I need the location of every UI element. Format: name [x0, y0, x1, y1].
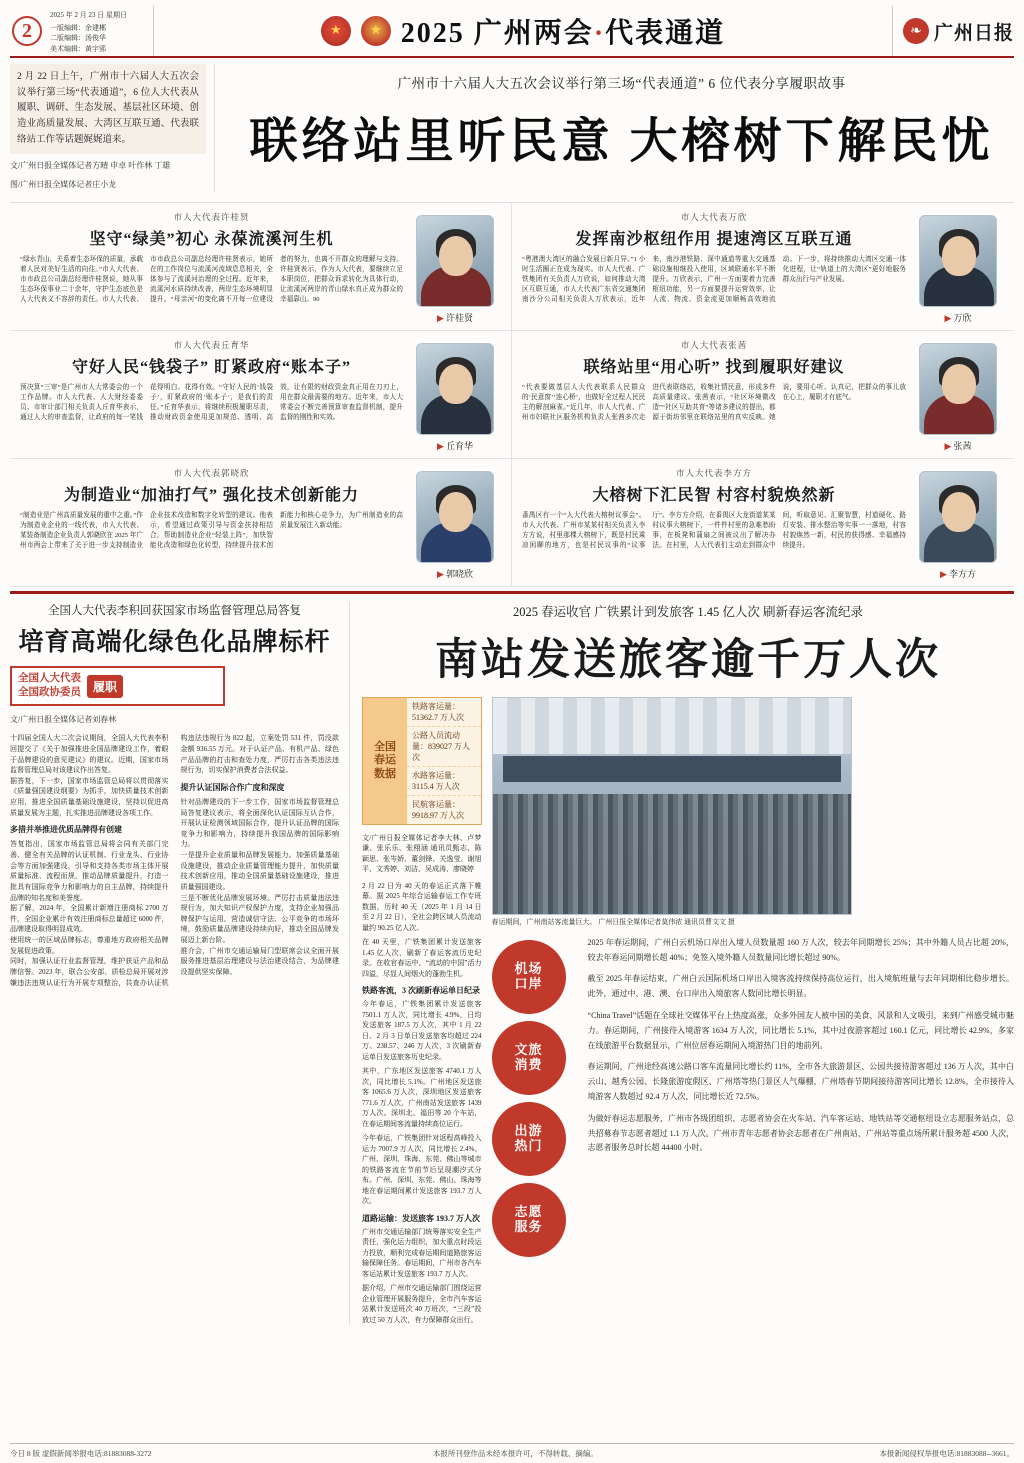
br-p6: 广州市交通运输部门统筹落实安全生产责任，强化运力组织，加大重点时段运力投放，顺利完成春运期间道路旅客运输保障任务。春运期间，广州市各汽车客运站累计发送旅客 193.7 万人次。: [362, 1227, 482, 1278]
rep-text: [522, 211, 912, 324]
stats-row: 民航客运量：9918.97 万人次: [412, 799, 464, 820]
masthead-date: 2025 年 2 月 23 日 星期日: [50, 11, 127, 19]
rep-block: [512, 331, 1014, 459]
bl-p8: 一是提升企业质量和品牌发展能力。加强质量基础设施建设，推动企业质量管理能力提升，加快质量技术创新应用，推动全国质量基础设施建设，推进质量强国建设。: [180, 851, 339, 891]
paper-logo-text: 广州日报: [933, 22, 1014, 44]
footer-left: 今日 8 版 虚假新闻举报电话:81883088-3272: [10, 1449, 152, 1458]
br-bottom-text: [588, 936, 1014, 1257]
rep-portrait: [919, 215, 997, 307]
bl-body: [10, 733, 339, 988]
pointer-icon: ▶: [944, 440, 952, 451]
rep-body: 预决算“三审”是广州市人大常委会的一个工作品牌。市人大代表、人大财经委委员、市审计部门相关负责人丘育华表示，通过人大的审查监督，让政府的每一笔钱花得明白、花得有效。“守好人民的‘钱袋子’，盯紧政府的‘账本子’，是我们的责任。”丘育华表示，将继续积极履职尽责，推动财政资金使用更加规范、透明、高效，让有限的财政资金真正用在刀刃上，用在群众最需要的地方。近年来，市人大常委会不断完善预算审查监督机制，提升监督的刚性和实效。: [20, 383, 403, 421]
badge-line-2: 全国政协委员: [18, 687, 81, 699]
rep-portrait: [919, 471, 997, 563]
national-emblem-icon: [321, 16, 351, 46]
br-p5: 今年春运，广铁集团针对返程高峰投入运力 7007.9 万人次，同比增长 2.4%。广州、深圳、珠海、东莞、佛山等城市的铁路客流在节前节后呈现潮汐式分布。广州、深圳、东莞、佛山、珠海等地在春运期间累计发送旅客 193.7 万人次。: [362, 1134, 482, 1206]
stats-row: 铁路客运量：51362.7 万人次: [407, 698, 481, 727]
top-section: [10, 64, 1014, 192]
rep-text: [20, 339, 409, 452]
rep-role: 市人大代表郭晓欣: [173, 467, 250, 478]
br-p4: 其中，广东地区发送旅客 4740.1 万人次，同比增长 5.1%。广州地区发送旅客 1065.6 万人次，深圳地区发送旅客 771.6 万人次，广州南站发送旅客 1439 万人次。深圳北、福田等 20 个车站，在春运期间客流量持续高位运行。: [362, 1067, 482, 1128]
br-p7: 据介绍，广州市交通运输部门围绕运营企业管理开展服务提升，全市汽车客运站累计发送班次 40 万班次，“三段”投放过 50 万人次，有力保障群众出行。: [362, 1284, 482, 1324]
rep-photo-wrap: [912, 339, 1004, 452]
rep-block: [512, 459, 1014, 587]
bl-p7: 针对品牌建设的下一步工作，国家市场监督管理总局答复建议表示，将全面深化认证国际互认合作，开展认证检测领域国际合作，提升认证品牌的国际竞争力和影响力，持续提升我国品牌的国际影响力。: [180, 797, 339, 849]
rep-block: [512, 203, 1014, 331]
pointer-icon: ▶: [940, 568, 947, 579]
br-right-p4: 春运期间，广州途经高速公路口客车流量同比增长约 11%，全市各大旅游景区、公园共接待游客超过 136 万人次，其中白云山、越秀公园、长隆旅游度假区、广州塔等热门景区人气爆棚，广州塔春节期间接待游客同比增长 12.8%，全市接待入境游客人数超过 92.4 万人次，同比增长近 72.5%。: [587, 1062, 1014, 1101]
bl-p6: 同时，加强认证行业监督管理，维护获证产品和品牌信誉。2023 年，联合公安部、质检总局开展对涉嫌违法违规认证行为开展专项整治，共查办认证机构违法违规行为 822 起，立案处罚 531 件，罚没款金额 936.55 万元。对于认证产品、有机产品、绿色产品品牌的打击和查处力度，严厉打击各类违法违规行为，切实保护消费者合法权益。: [10, 734, 339, 987]
bottom-right-article: [350, 602, 1014, 1326]
rep-body: “代表要做基层人大代表联系人民群众的‘民意窗’‘连心桥’，也做好全过程人民民主的解剖麻雀。”近几年，市人大代表、广州市妇联社区服务机构负责人张茜多次走进代表联络站，收集社情民意，形成多件高质量建议。张茜表示，“社区环境微改造”“社区互助共育”等诸多建议的提出，都源于街坊邻里在联络站里的真实反映。她说，要用心听、认真记，把群众的事儿放在心上，履职才有底气。: [522, 383, 906, 421]
station-crowd-photo: [492, 697, 852, 915]
br-photo-column: [492, 697, 1014, 1326]
representative-grid: [10, 202, 1014, 587]
pointer-icon: ▶: [944, 312, 952, 323]
rep-role: 市人大代表张茜: [680, 339, 748, 350]
deputy-badge: [10, 666, 225, 706]
br-right-p1: 2025 年春运期间，广州白云机场口岸出入境人员数量超 160 万人次，较去年同期增长 25%；其中外籍人员占比超 20%，较去年春运同期增长超 40%；免签入境外籍人员数量同比增长超过 90%。: [587, 937, 1014, 962]
br-kicker: 2025 春运收官 广铁累计到发旅客 1.45 亿人次 刷新春运客流纪录: [512, 604, 863, 619]
br-headline: 南站发送旅客逾千万人次: [435, 636, 941, 684]
pointer-icon: ▶: [437, 312, 444, 323]
rep-name: ▶ 张茜: [944, 440, 972, 451]
rep-portrait: [416, 215, 494, 307]
stats-list: [407, 698, 481, 824]
rep-title: 发挥南沙枢纽作用 提速湾区互联互通: [575, 230, 853, 248]
rep-title: 联络站里“用心听” 找到履职好建议: [583, 358, 845, 376]
stats-row: 水路客运量：3115.4 万人次: [407, 767, 481, 796]
masthead-title-sep: ·: [593, 18, 606, 49]
page-footer: [10, 1443, 1014, 1459]
rep-body: “粤港澳大湾区的融合发展日新月异。”1 小时生活圈正在成为现实。市人大代表、广铁集团有关负责人万欣说，如何推动大湾区互联互通，市人大代表广东省交通集团南沙分公司相关负责人万欣表示，近年来，南沙港铁路、深中通道等重大交通基础设施相继投入使用，区域联通水平不断提升。万欣表示，广州一方面要着力完善枢纽功能，另一方面要提升运营效率，让人流、物流、资金流更加顺畅高效地流动。下一步，将持续推动大湾区交通一体化进程，让“轨道上的大湾区”更好地服务群众出行与产业发展。: [522, 255, 906, 303]
photo-caption: 春运期间，广州南站客流量巨大。 广州日报全媒体记者莫伟浓 通讯员曹文文 摄: [491, 917, 735, 926]
pointer-icon: ▶: [437, 568, 444, 579]
br-p3: 今年春运，广铁集团累计发送旅客 7501.1 万人次，同比增长 4.9%，日均发送旅客 187.5 万人次，其中 1 月 22 日、2 月 3 日单日发送旅客均超过 224 万、238.57、246 万人次，3 次刷新春运单日发送旅客历史纪录。: [362, 1000, 482, 1061]
rep-role: 市人大代表万欣: [680, 211, 748, 222]
br-credit: 文/广州日报全媒体记者李大林、卢梦谦、张乐乐、张栩涵 通讯员甄志、陈颖思、张岑娇、董剑锋、关逸莹、谢旭平、文秀婷、刘洁、吴成涛、廖晓婷: [362, 833, 482, 874]
rep-title: 为制造业“加油打气” 强化技术创新能力: [63, 486, 359, 504]
rep-photo-wrap: [409, 211, 501, 324]
masthead-editor-2: 二版编辑：汤俊华: [50, 34, 106, 42]
rep-photo-wrap: [409, 467, 501, 580]
rep-block: [10, 203, 512, 331]
br-middle-row: [362, 697, 1014, 1326]
rep-role: 市人大代表许桂贤: [173, 211, 250, 222]
masthead-editor-1: 一版编辑：余建郴: [50, 23, 106, 32]
rep-name: ▶ 万欣: [944, 312, 972, 323]
masthead-meta: [44, 6, 154, 56]
bl-sub-1: 多措并举推进优质品牌得有创建: [10, 825, 122, 835]
masthead-title-left: 2025 广州两会: [400, 18, 594, 49]
rep-text: [20, 467, 409, 580]
rep-title: 大榕树下汇民智 村容村貌焕然新: [592, 486, 836, 504]
paper-logo: [892, 6, 1014, 56]
masthead-editor-3: 美术编辑：黄宇郢: [50, 44, 106, 53]
br-right-p2: 截至 2025 年春运结束，广州白云国际机场口岸出入境客流持续保持高位运行，出入境航班量与去年同期相比稳步增长。此外，通过中、港、澳、台口岸出入境旅客人数同比增长明显。: [587, 974, 1014, 999]
rep-title: 守好人民“钱袋子” 盯紧政府“账本子”: [71, 358, 351, 376]
rep-portrait: [416, 471, 494, 563]
bl-p3: 答复指出，国家市场监管总局将会同有关部门完善、健全有关品牌的认证机制、行业龙头、行业协会等方面加强建设，引导和支持各类市场主体开展质量标准、流程而规，推动品牌质量提升，打造一批具有国际竞争力和影响力的自主品牌，持续提升品牌的知名度和美誉度。: [10, 840, 169, 902]
rep-body: “绿水青山，关系着生态环保的质量，承载着人民对美好生活的向往。”市人大代表、市市政总公司副总经理许桂贤说，她从事生态环保事业二十余年，守护生态底色是人大代表义不容辞的责任。市人大代表、市市政总公司副总经理许桂贤表示，她所在的工作岗位与流溪河流域息息相关，全体参与了流溪河治理的全过程。近年来，流溪河水质持续改善，两岸生态环境明显提升。“母亲河”的变化离不开每一位建设者的努力，也离不开群众的理解与支持。许桂贤表示，作为人大代表，要继续立足本职岗位，把群众诉求转化为具体行动，让流溪河两岸的青山绿水真正成为群众的幸福靠山。90: [20, 255, 403, 303]
bl-p4: 据了解，2024 年，全国累计新增注册商标 2700 万件，全国企业累计有效注册商标总量超过 6000 件，品牌建设取得明显成效。: [10, 904, 169, 934]
lead-summary: 2 月 22 日上午，广州市十六届人大五次会议举行第三场“代表通道”，6 位人大代表从履职、调研、生态发展、基层社区环境、创造业高质量发展、大湾区互联互通、代表联络站工作等话题娓娓道来。: [10, 64, 206, 154]
rep-role: 市人大代表李方方: [675, 467, 752, 478]
rep-text: [20, 211, 409, 324]
rep-portrait: [416, 343, 494, 435]
stats-row: 公路人员流动量：839027 万人次: [407, 727, 481, 767]
bl-p2: 据答复，下一步，国家市场监管总局将以贯彻落实《质量强国建设纲要》为抓手，加快质量技术创新应用，推进全国质量基础设施建设，坚持以促进高质量发展为主题，扎实推进品牌建设各项工作。: [10, 776, 169, 817]
rep-name: ▶ 许桂贤: [437, 312, 473, 323]
br-right-p5: 为做好春运志愿服务，广州市各级团组织、志愿者协会在火车站、汽车客运站、地铁站等交通枢纽设立志愿服务站点，总共招募春节志愿者超过 1.1 万人次。广州市青年志愿者协会志愿者在广州南站、广州站等重点场所累计服务超 4500 人次，志愿者服务总时长超 44400 小时。: [587, 1113, 1014, 1153]
masthead-title-right: 代表通道: [605, 18, 726, 49]
masthead: [10, 6, 1014, 58]
cppcc-emblem-icon: [361, 16, 391, 46]
br-p2: 在 40 天里，广铁集团累计发送旅客 1.45 亿人次，刷新了春运客流历史纪录。在收官春运中，“流动的中国”活力四溢，尽显人间烟火的蓬勃生机。: [362, 938, 482, 978]
spring-festival-stats: [362, 697, 482, 1326]
bl-kicker: 全国人大代表李积回获国家市场监督管理总局答复: [48, 604, 301, 617]
seal-volunteer-service: 志愿 服务: [492, 1183, 566, 1257]
rep-name: ▶ 郭晓欣: [437, 568, 473, 579]
masthead-title-wrap: [154, 6, 892, 56]
rep-block: [10, 459, 512, 587]
rep-block: [10, 331, 512, 459]
seal-culture-tourism: 文旅 消费: [492, 1021, 566, 1095]
page-number: 2: [12, 16, 42, 46]
rep-name: ▶ 李方方: [940, 568, 976, 579]
footer-middle: 本报所刊登作品未经本报许可，不得转载、摘编。: [432, 1449, 598, 1458]
bl-p1: 十四届全国人大二次会议期间，全国人大代表李积回提交了《关于加强推进全国品牌建设工作，着眼于品牌建设的意见建议》的建议。近期，国家市场监督管理总局对该建议作出答复。: [10, 734, 169, 775]
headline-kicker: 广州市十六届人大五次会议举行第三场“代表通道” 6 位代表分享履职故事: [397, 76, 846, 91]
rep-role: 市人大代表丘育华: [173, 339, 250, 350]
br-sub-2: 道路运输：发送旅客 193.7 万人次: [362, 1213, 480, 1223]
footer-right: 本报新闻侵权举报电话:81883088--3661。: [879, 1449, 1014, 1458]
main-headline: 联络站里听民意 大榕树下解民忧: [249, 115, 994, 168]
bl-p5: 使用统一的区域品牌标志，尊重地方政府相关品牌发展促进政策。: [10, 936, 169, 955]
bl-headline: 培育高端化绿色化品牌标杆: [18, 628, 331, 656]
masthead-title: [401, 11, 725, 51]
lead-credit-1: 文/广州日报全媒体记者方晴 申卓 叶作林 丁雄: [10, 161, 171, 171]
rep-text: [522, 339, 912, 452]
seal-travel-hotspot: 出游 热门: [492, 1102, 566, 1176]
page-number-box: [10, 6, 44, 56]
rep-body: “制造业是广州高质量发展的重中之重。”作为制造业企业的一线代表，市人大代表、某装备制造企业负责人郭晓欣在 2025 年广州市两会上带来了关于进一步支持制造业企业技术改造和数字化转型的建议。他表示，希望通过政策引导与资金扶持相结合，帮助制造业企业“轻装上阵”，加快智能化改造和绿色化转型，持续提升技术创新能力和核心竞争力，为广州制造业的高质量发展注入新动能。: [20, 511, 403, 549]
bottom-left-article: [10, 602, 350, 1326]
br-p1: 2 月 22 日为 40 天的春运正式落下帷幕。据 2025 年综合运输春运工作专班数据，历时 40 天（2025 年 1 月 14 日至 2 月 22 日），全社会跨区域人员流动量约 90.25 亿人次。: [362, 881, 482, 932]
br-bottom-row: [492, 936, 1014, 1257]
lead-credit-2: 图/广州日报全媒体记者庄小龙: [10, 180, 117, 190]
bl-p9: 三是不断优化品牌发展环境。严厉打击质量违法违规行为，加大知识产权保护力度，支持企业加强品牌保护与运用，营造诚信守法、公平竞争的市场环境，鼓励质量品牌建设持续向好，推动全国品牌发展迈上新台阶。: [180, 893, 339, 945]
pointer-icon: ▶: [437, 440, 444, 451]
bl-credit: 文/广州日报全媒体记者刘春林: [10, 715, 117, 725]
rep-photo-wrap: [912, 467, 1004, 580]
rep-photo-wrap: [409, 339, 501, 452]
rep-name: ▶ 丘育华: [437, 440, 473, 451]
bottom-section: [10, 591, 1014, 1326]
stats-label: 全国 春运 数据: [363, 698, 407, 824]
seal-airport-port: 机场 口岸: [492, 940, 566, 1014]
seal-column: [492, 936, 578, 1257]
rep-title: 坚守“绿美”初心 永葆流溪河生机: [89, 230, 334, 248]
rep-photo-wrap: [912, 211, 1004, 324]
lead-column: [10, 64, 215, 192]
rep-portrait: [919, 343, 997, 435]
badge-tag: 履职: [87, 675, 123, 698]
rep-text: [522, 467, 912, 580]
newspaper-logo-icon: ❧: [903, 18, 929, 44]
br-sub-1: 铁路客流，3 次刷新春运单日纪录: [362, 986, 480, 996]
badge-left-text: [18, 672, 81, 700]
rep-body: 番禺区有一个“人大代表大榕树议事会”。市人大代表、广州市某某村相关负责人李方方说，村里那棵大榕树下，既是村民乘凉闲聊的地方，也是村民议事的“议事厅”。李方方介绍，在番禺区大龙街道某某村议事大榕树下，一件件村里的急难愁盼事，在板凳和蒲扇之间被议出了解决办法。在村里，人大代表们主动走到群众中间，听取意见、汇聚智慧，村道硬化、路灯安装、排水整治等实事一一落地，村容村貌焕然一新，村民的获得感、幸福感持续提升。: [522, 511, 906, 549]
br-right-p3: “China Travel”话题在全球社交媒体平台上热度高涨，众多外国友人被中国的美食、风景和人文吸引，来到广州感受城市魅力。春运期间，广州接待入境游客 1634 万人次，同比增长 5.1%，其中过夜游客超过 160.1 亿元，同比增长 42.9%，多家在线旅游平台数据显示，广州位居春运期间入境游热门目的地前列。: [587, 1010, 1014, 1050]
bl-sub-2: 提升认证国际合作广度和深度: [180, 782, 285, 792]
badge-line-1: 全国人大代表: [18, 672, 81, 684]
headline-column: [215, 64, 1014, 192]
bl-p10: 推介会，广州市交通运输局门型联席会议全面开展服务推进基层治理建设与法治建设结合，为品牌建设提供坚实保障。: [180, 946, 339, 976]
